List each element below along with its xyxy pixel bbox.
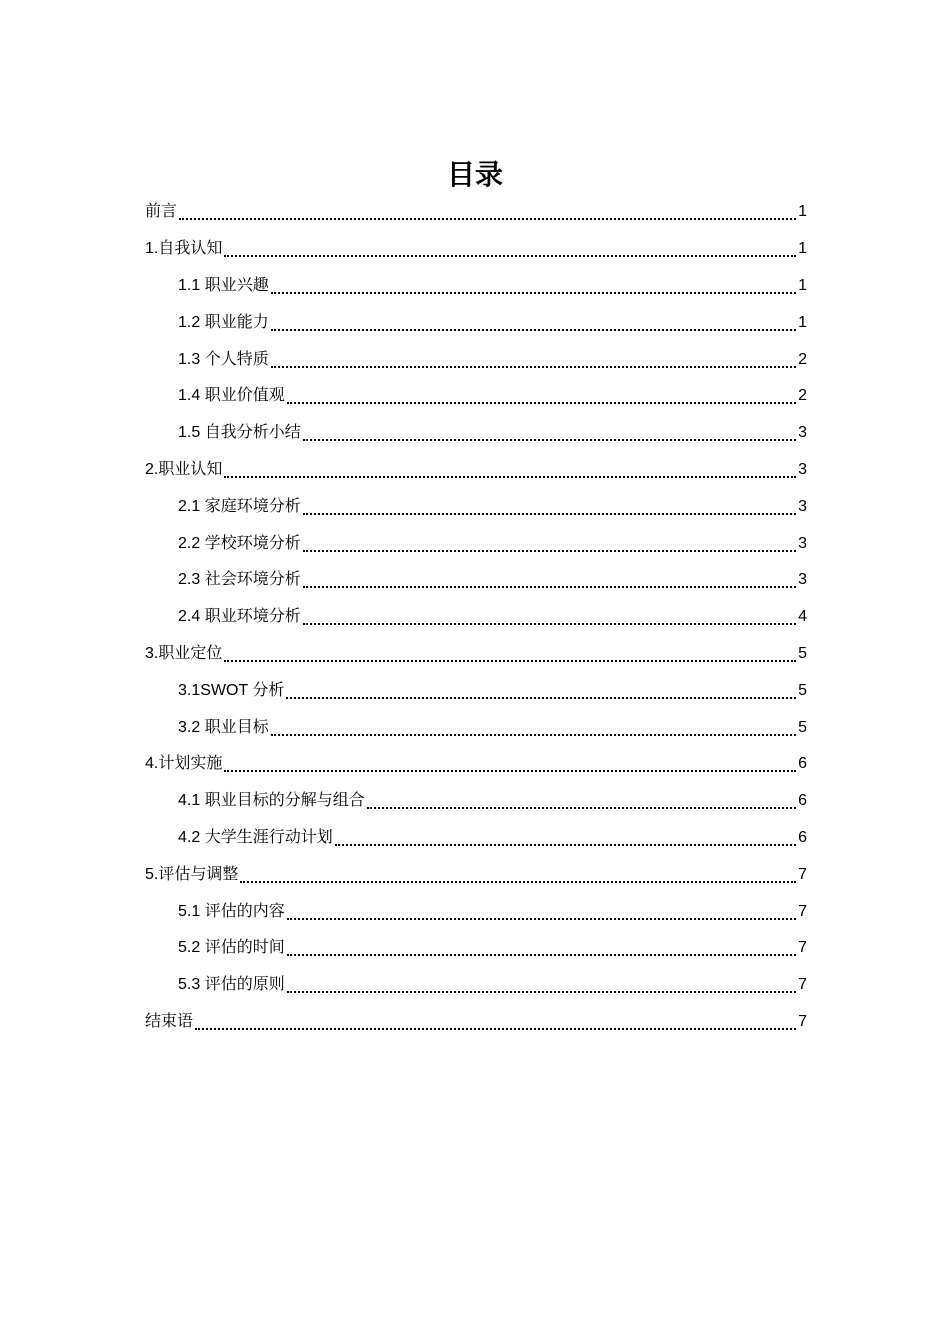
toc-page-number: 1 <box>798 313 807 331</box>
toc-entry-section-4-2[interactable] <box>145 820 807 857</box>
toc-entry-section-1-4[interactable] <box>145 378 807 415</box>
toc-entry-label: 3.1SWOT 分析 <box>178 681 285 699</box>
toc-dot-leader <box>271 292 796 294</box>
toc-entry-section-1-3[interactable] <box>145 341 807 378</box>
toc-entry-label: 1.3 个人特质 <box>178 350 269 368</box>
toc-dot-leader <box>179 218 796 220</box>
toc-entry-label: 2.1 家庭环境分析 <box>178 497 301 515</box>
toc-entry-label: 前言 <box>145 203 178 221</box>
toc-dot-leader <box>367 807 796 809</box>
toc-dot-leader <box>224 476 796 478</box>
toc-dot-leader <box>195 1028 796 1030</box>
toc-entry-section-5-2[interactable] <box>145 930 807 967</box>
toc-entry-label: 2.3 社会环境分析 <box>178 571 301 589</box>
toc-entry-label: 4.2 大学生涯行动计划 <box>178 828 333 846</box>
toc-dot-leader <box>303 513 796 515</box>
toc-dot-leader <box>287 991 796 993</box>
toc-entry-section-2[interactable] <box>145 452 807 489</box>
toc-page-number: 6 <box>798 792 807 810</box>
toc-page-number: 3 <box>798 424 807 442</box>
toc-page-number: 3 <box>798 571 807 589</box>
toc-entry-section-2-4[interactable] <box>145 599 807 636</box>
toc-page-number: 2 <box>798 350 807 368</box>
toc-entry-section-2-1[interactable] <box>145 488 807 525</box>
toc-page-number: 1 <box>798 276 807 294</box>
toc-dot-leader <box>303 586 796 588</box>
toc-dot-leader <box>287 918 796 920</box>
toc-entry-label: 4.计划实施 <box>145 755 223 773</box>
toc-dot-leader <box>287 402 796 404</box>
toc-dot-leader <box>224 660 796 662</box>
toc-page-number: 4 <box>798 608 807 626</box>
toc-entry-section-5[interactable] <box>145 856 807 893</box>
toc-page-number: 6 <box>798 828 807 846</box>
toc-entry-section-5-3[interactable] <box>145 967 807 1004</box>
toc-entry-label: 4.1 职业目标的分解与组合 <box>178 792 365 810</box>
toc-dot-leader <box>303 439 796 441</box>
toc-dot-leader <box>240 881 796 883</box>
toc-entry-section-3-1[interactable] <box>145 672 807 709</box>
toc-page-number: 1 <box>798 240 807 258</box>
toc-dot-leader <box>271 366 796 368</box>
toc-entry-label: 1.2 职业能力 <box>178 313 269 331</box>
toc-page-number: 3 <box>798 497 807 515</box>
toc-entry-section-1-5[interactable] <box>145 415 807 452</box>
toc-entry-label: 5.3 评估的原则 <box>178 976 285 994</box>
toc-page-number: 7 <box>798 865 807 883</box>
toc-entry-conclusion[interactable] <box>145 1004 807 1041</box>
toc-entry-preface[interactable] <box>145 194 807 231</box>
toc-entry-section-4[interactable] <box>145 746 807 783</box>
toc-entry-section-4-1[interactable] <box>145 783 807 820</box>
toc-page-number: 3 <box>798 460 807 478</box>
toc-title: 目录 <box>446 158 503 191</box>
toc-entry-label: 2.4 职业环境分析 <box>178 608 301 626</box>
toc-entry-label: 1.4 职业价值观 <box>178 387 285 405</box>
toc-entry-label: 1.自我认知 <box>145 240 223 258</box>
toc-page-number: 5 <box>798 718 807 736</box>
toc-entry-section-3[interactable] <box>145 636 807 673</box>
toc-entry-label: 3.职业定位 <box>145 644 223 662</box>
toc-entry-label: 结束语 <box>145 1012 194 1030</box>
toc-entry-label: 2.职业认知 <box>145 460 223 478</box>
toc-entry-section-2-2[interactable] <box>145 525 807 562</box>
toc-list <box>145 194 807 1040</box>
toc-entry-section-1-2[interactable] <box>145 304 807 341</box>
toc-dot-leader <box>224 770 796 772</box>
toc-page-number: 7 <box>798 976 807 994</box>
toc-page-number: 7 <box>798 939 807 957</box>
toc-entry-section-1-1[interactable] <box>145 268 807 305</box>
toc-entry-label: 2.2 学校环境分析 <box>178 534 301 552</box>
toc-page-number: 7 <box>798 1012 807 1030</box>
toc-dot-leader <box>287 954 796 956</box>
toc-entry-section-2-3[interactable] <box>145 562 807 599</box>
toc-dot-leader <box>224 255 796 257</box>
toc-entry-label: 5.2 评估的时间 <box>178 939 285 957</box>
toc-page-number: 6 <box>798 755 807 773</box>
toc-entry-label: 1.5 自我分析小结 <box>178 424 301 442</box>
toc-page-number: 5 <box>798 681 807 699</box>
toc-dot-leader <box>271 734 796 736</box>
toc-dot-leader <box>271 329 796 331</box>
toc-page-number: 5 <box>798 644 807 662</box>
toc-dot-leader <box>286 697 796 699</box>
toc-page-number: 2 <box>798 387 807 405</box>
toc-entry-label: 5.1 评估的内容 <box>178 902 285 920</box>
toc-entry-section-3-2[interactable] <box>145 709 807 746</box>
toc-dot-leader <box>303 550 796 552</box>
toc-entry-label: 3.2 职业目标 <box>178 718 269 736</box>
toc-entry-label: 5.评估与调整 <box>145 865 239 883</box>
toc-entry-section-1[interactable] <box>145 231 807 268</box>
toc-entry-label: 1.1 职业兴趣 <box>178 276 269 294</box>
toc-entry-section-5-1[interactable] <box>145 893 807 930</box>
toc-page-number: 7 <box>798 902 807 920</box>
toc-dot-leader <box>335 844 796 846</box>
toc-dot-leader <box>303 623 796 625</box>
toc-page-number: 3 <box>798 534 807 552</box>
toc-page-number: 1 <box>798 203 807 221</box>
